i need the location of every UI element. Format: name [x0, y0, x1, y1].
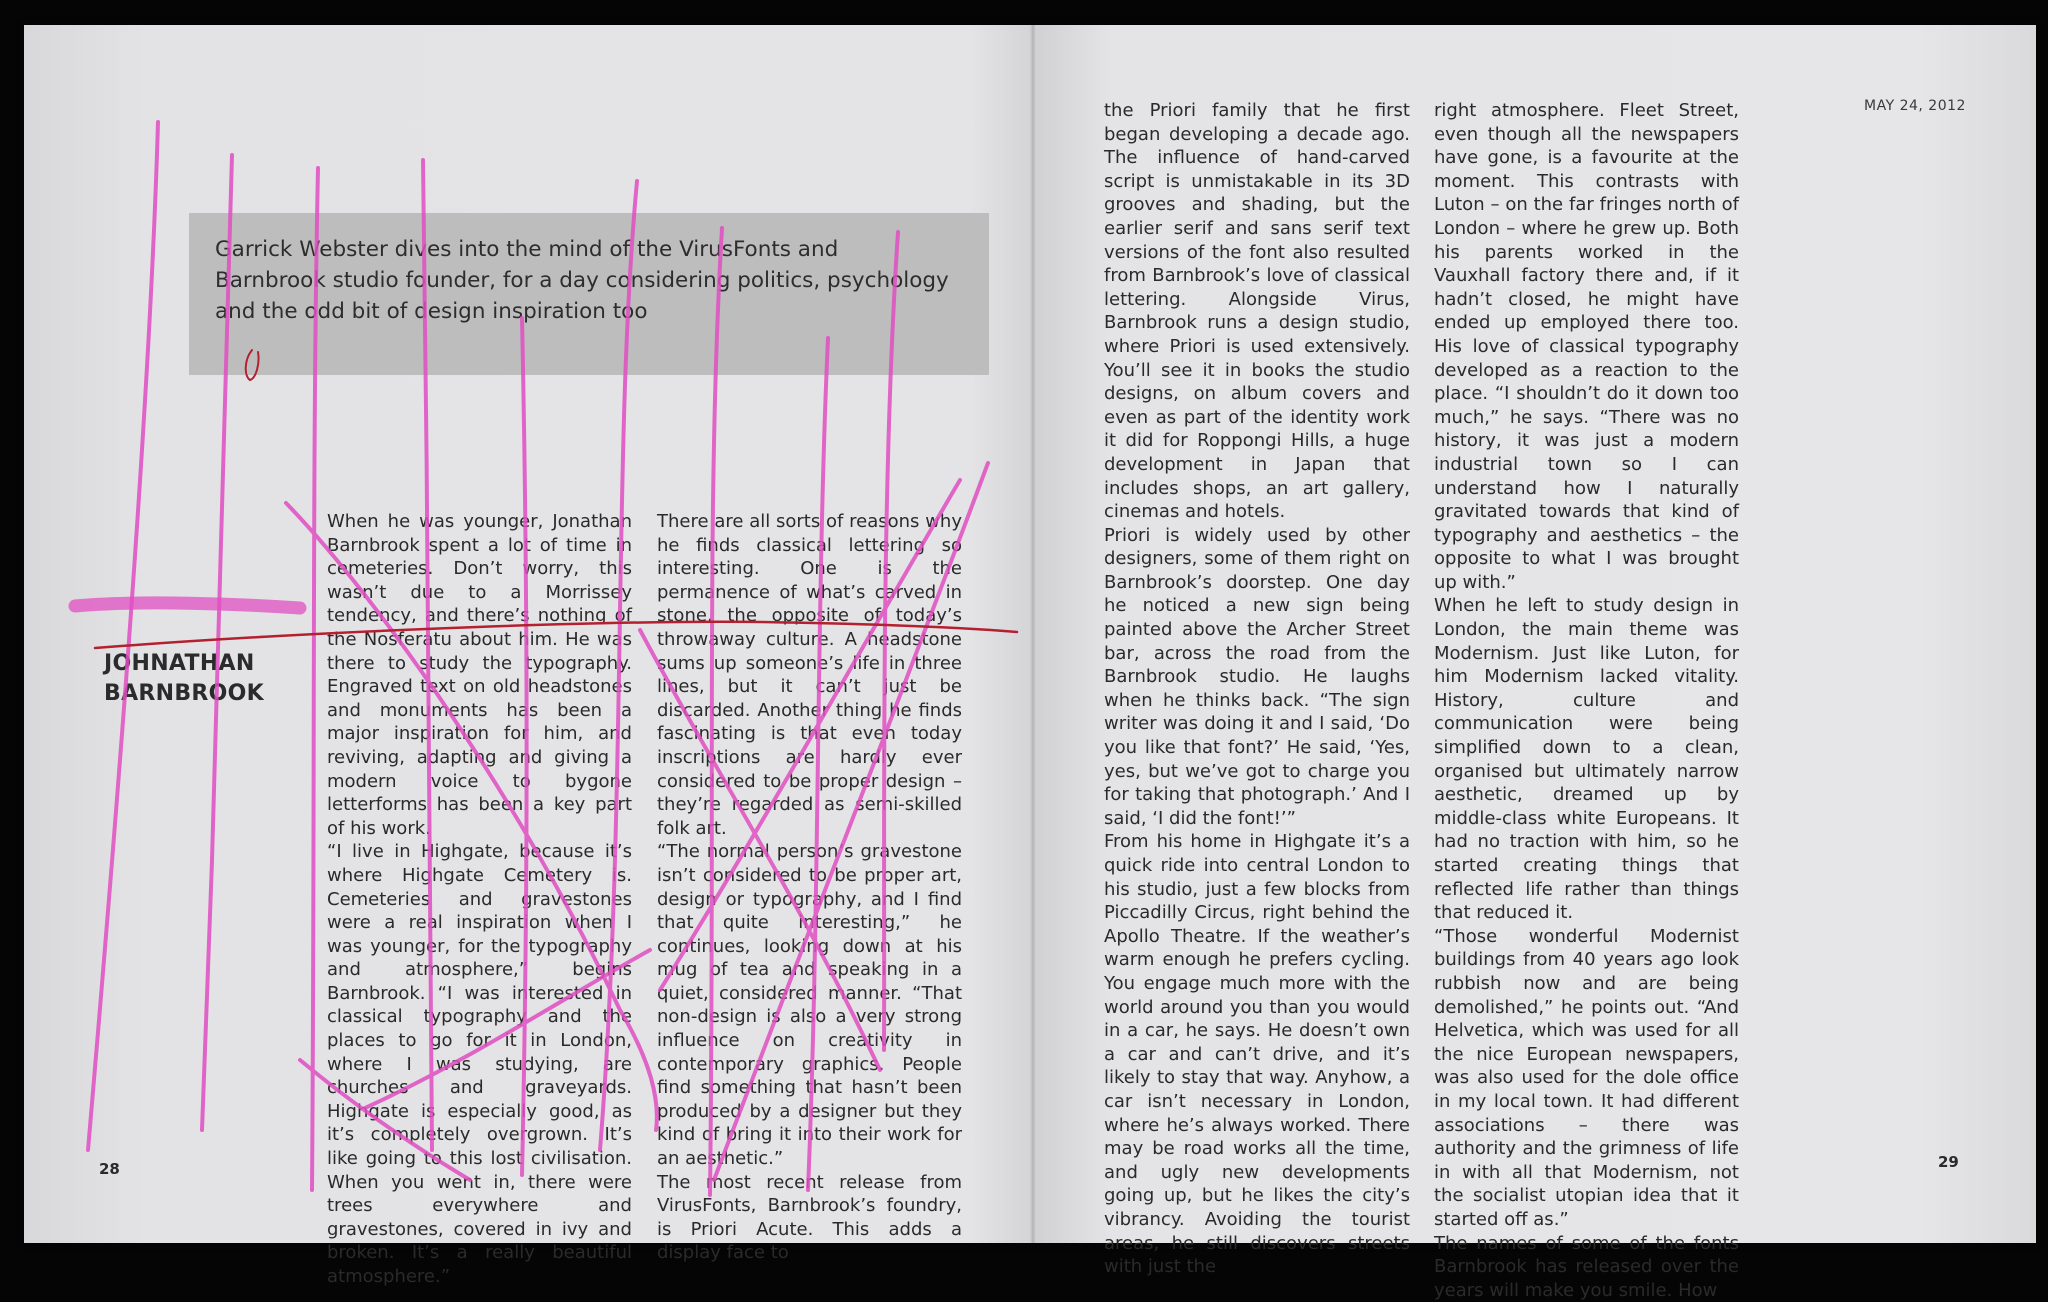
paragraph: right atmosphere. Fleet Street, even though all the newspapers have gone, is a favourite at the moment. This contrasts with Luton – on the far fringes north of London – where he grew up. Both his parents worked in the Vauxhall factory there and, if it hadn’t closed, he might have ended up employed there too. His love of classical typography developed as a reaction to the place. “I shouldn’t do it down too much,” he says. “There was no history, it was just a modern industrial town so I can understand how I naturally gravitated towards that kind of typography and aesthetics – the opposite to what I was brought up with.”	[1434, 99, 1739, 594]
byline-title: JOHNATHAN BARNBROOK	[104, 649, 304, 709]
issue-date: MAY 24, 2012	[1864, 98, 1966, 114]
paragraph: “I live in Highgate, because it’s where Highgate Cemetery is. Cemeteries and gravestones were a real inspiration when I was younger, for the typography and atmosphere,” begins Barnbrook. “I was interested in classical typography and the places to go for it in London, where I was studying, are churches and graveyards. Highgate is especially good, as it’s completely overgrown. It’s like going to this lost civilisation. When you went in, there were trees everywhere and gravestones, covered in ivy and broken. It’s a really beautiful atmosphere.”	[327, 840, 632, 1288]
paragraph: The names of some of the fonts Barnbrook has released over the years will make you smile. How	[1434, 1232, 1739, 1302]
page-number-right: 29	[1938, 1153, 1959, 1171]
paragraph: The most recent release from VirusFonts, Barnbrook’s foundry, is Priori Acute. This adds a display face to	[657, 1171, 962, 1265]
paragraph: When he was younger, Jonathan Barnbrook spent a lot of time in cemeteries. Don’t worry, this wasn’t due to a Morrissey tendency, and there’s nothing of the Nosferatu about him. He was there to study the typography. Engraved text on old headstones and monuments has been a major inspiration for him, and reviving, adapting and giving a modern voice to bygone letterforms has been a key part of his work.	[327, 510, 632, 840]
paragraph: From his home in Highgate it’s a quick ride into central London to his studio, just a few blocks from Piccadilly Circus, right behind the Apollo Theatre. If the weather’s warm enough he prefers cycling. You engage much more with the world around you than you would in a car, he says. He doesn’t own a car and can’t drive, and it’s likely to stay that way. Anyhow, a car isn’t necessary in London, where he’s always worked. There may be road works all the time, and ugly new developments going up, but he likes the city’s vibrancy. Avoiding the tourist areas, he still discovers streets with just the	[1104, 830, 1410, 1278]
text-column-3	[1104, 99, 1410, 1279]
standfirst-text: Garrick Webster dives into the mind of the VirusFonts and Barnbrook studio founder, for a day considering politics, psychology and the odd bit of design inspiration too	[215, 234, 955, 327]
paragraph: “The normal person’s gravestone isn’t considered to be proper art, design or typography, and I find that quite interesting,” he continues, looking down at his mug of tea and speaking in a quiet, considered manner. “That non-design is also a very strong influence on creativity in contemporary graphics. People find something that hasn’t been produced by a designer but they kind of bring it into their work for an aesthetic.”	[657, 840, 962, 1170]
page-number-left: 28	[99, 1160, 120, 1178]
paragraph: Priori is widely used by other designers, some of them right on Barnbrook’s doorstep. One day he noticed a new sign being painted above the Archer Street bar, across the road from the Barnbrook studio. He laughs when he thinks back. “The sign writer was doing it and I said, ‘Do you like that font?’ He said, ‘Yes, yes, but we’ve got to charge you for taking that photograph.’ And I said, ‘I did the font!’”	[1104, 524, 1410, 831]
text-column-1	[327, 510, 632, 1289]
page-gutter	[1030, 25, 1036, 1243]
paragraph: the Priori family that he first began developing a decade ago. The influence of hand-carved script is unmistakable in its 3D grooves and shading, but the earlier serif and sans serif text versions of the font also resulted from Barnbrook’s love of classical lettering. Alongside Virus, Barnbrook runs a design studio, where Priori is used extensively. You’ll see it in books the studio designs, on album covers and even as part of the identity work it did for Roppongi Hills, a huge development in Japan that includes shops, an art gallery, cinemas and hotels.	[1104, 99, 1410, 524]
text-column-4	[1434, 99, 1739, 1302]
paragraph: “Those wonderful Modernist buildings from 40 years ago look rubbish now and are being demolished,” he points out. “And Helvetica, which was used for all the nice European newspapers, was also used for the dole office in my local town. It had different associations – there was authority and the grimness of life in with all that Modernism, not the socialist utopian idea that it started off as.”	[1434, 925, 1739, 1232]
paragraph: There are all sorts of reasons why he finds classical lettering so interesting. One is the permanence of what’s carved in stone, the opposite of today’s throwaway culture. A headstone sums up someone’s life in three lines, but it can’t just be discarded. Another thing he finds fascinating is that even today inscriptions are hardly ever considered to be proper design – they’re regarded as semi-skilled folk art.	[657, 510, 962, 840]
paragraph: When he left to study design in London, the main theme was Modernism. Just like Luton, for him Modernism lacked vitality. History, culture and communication were being simplified down to a clean, organised but ultimately narrow aesthetic, dreamed up by middle-class white Europeans. It had no traction with him, so he started creating things that reflected life rather than things that reduced it.	[1434, 594, 1739, 924]
text-column-2	[657, 510, 962, 1265]
